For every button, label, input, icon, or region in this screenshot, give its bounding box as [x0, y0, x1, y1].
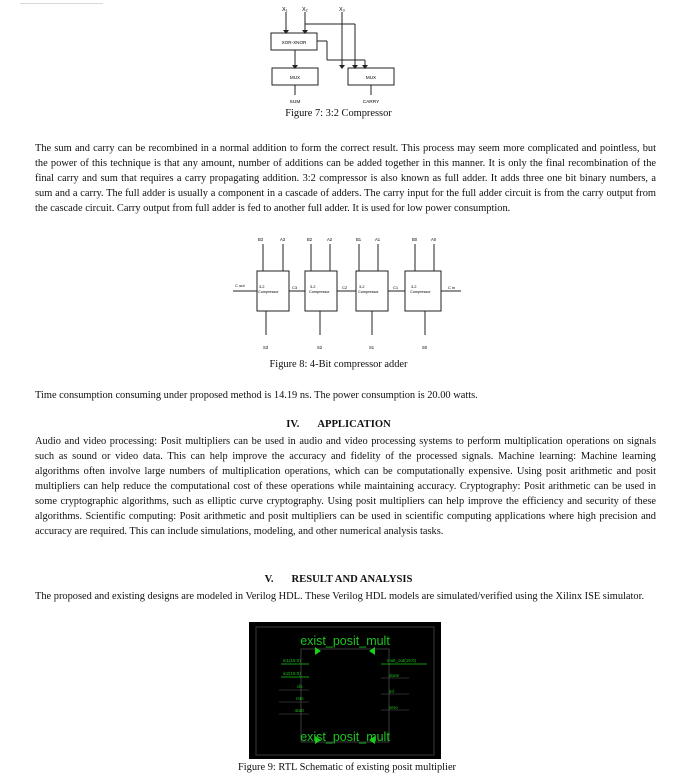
port-done: done [389, 673, 400, 678]
section-5-title: RESULT AND ANALYSIS [291, 574, 413, 585]
section-5-heading [0, 574, 677, 585]
port-clk: clk [297, 684, 303, 689]
figure-7-caption: Figure 7: 3:2 Compressor [285, 108, 392, 119]
compressor-0-line1: 3-2 [411, 285, 417, 289]
c1-label: C1 [393, 285, 399, 290]
section-4-title: APPLICATION [317, 419, 391, 430]
module-name-bottom: exist_posit_mult [300, 730, 390, 744]
section-4-number: IV. [286, 419, 300, 430]
a1-label: A1 [375, 237, 381, 242]
b2-label: B2 [307, 237, 313, 242]
a0-label: A0 [431, 237, 437, 242]
input-x2-label: X₂ [302, 7, 308, 13]
section-5-number: V. [264, 574, 274, 585]
module-name-top: exist_posit_mult [300, 634, 390, 648]
compressor-0-line2: Compressor [410, 290, 431, 294]
figure-9-rtl-schematic [249, 622, 441, 759]
b0-label: B0 [412, 237, 418, 242]
figure-8-caption: Figure 8: 4-Bit compressor adder [269, 359, 408, 370]
c2-label: C2 [342, 285, 348, 290]
input-x1-label: X₁ [282, 7, 288, 13]
xor-xnor-block-label: XOR-XNOR [281, 40, 307, 45]
port-start: start [295, 708, 304, 713]
figure-9-caption: Figure 9: RTL Schematic of existing posit multiplier [237, 762, 457, 773]
compressor-1-line2: Compressor [358, 290, 379, 294]
section-4-heading [0, 419, 677, 430]
port-mult-out: mult_out(15:0) [387, 658, 417, 663]
port-in1: in1(15:0) [283, 658, 301, 663]
input-x3-label: X₃ [339, 7, 345, 13]
compressor-1-line1: 3-2 [359, 285, 365, 289]
figure-7-compressor-diagram [255, 0, 415, 108]
sum-output-label: SUM [289, 100, 301, 105]
compressor-2-line1: 3-2 [310, 285, 316, 289]
b1-label: B1 [356, 237, 362, 242]
s1-label: S1 [369, 345, 375, 350]
mux-right-label: MUX [365, 75, 377, 80]
paragraph-timing-power: Time consumption consuming under proposed method is 14.19 ns. The power consumption is 20.00 watts. [35, 390, 478, 401]
s2-label: S2 [317, 345, 323, 350]
s0-label: S0 [422, 345, 428, 350]
s3-label: S3 [263, 345, 269, 350]
port-in2: in2(15:0) [283, 671, 301, 676]
a2-label: A2 [327, 237, 333, 242]
port-rstn: rstn [296, 696, 304, 701]
port-inf: inf [389, 689, 394, 694]
b3-label: B3 [258, 237, 264, 242]
cin-label: C in [448, 285, 456, 290]
port-zero: zero [389, 705, 398, 710]
figure-8-4bit-adder-diagram [228, 232, 468, 356]
c3-label: C3 [292, 285, 298, 290]
compressor-2-line2: Compressor [309, 290, 330, 294]
cout-label: C out [235, 283, 245, 288]
compressor-3-line1: 3-2 [259, 285, 265, 289]
section-5-body: The proposed and existing designs are modeled in Verilog HDL. These Verilog HDL models are simulated/verified using the Xilinx ISE simulator. [35, 591, 645, 602]
section-4-body: Audio and video processing: Posit multipliers can be used in audio and video processing systems to perform multiplication operations on signals such as sound or video data. This can help improve the accuracy and fidelity of the processed signals. Machine learning: Machine learning algorithms often involve large numbers of multiplication operations, which can be computationally expensive. Using posit arithmetic and posit multipliers can help reduce the computational cost of these operations while maintaining accuracy. Cryptography: Posit arithmetic can be used in some cryptographic algorithms, such as elliptic curve cryptography. Using posit multipliers can help improve the efficiency and security of these algorithms. Scientific computing: Posit arithmetic and posit multipliers can be used in scientific computing applications where high precision and accuracy are required. This can include simulations, modeling, and other numerical analysis tasks. [35, 436, 656, 537]
mux-left-label: MUX [289, 75, 301, 80]
carry-output-label: CARRY [362, 100, 380, 105]
page-top-rule [20, 3, 103, 4]
compressor-3-line2: Compressor [258, 290, 279, 294]
a3-label: A3 [280, 237, 286, 242]
paragraph-compressor: The sum and carry can be recombined in a normal addition to form the correct result. This process may seem more complicated and pointless, but the power of this technique is that any amount, number of additions can be added together in this manner. It is only the final recombination of the final carry and sum that requires a carry propagating addition. 3:2 compressor is also known as full adder. It adds three one bit binary numbers, a sum and a carry. The full adder is usually a component in a cascade of adders. The carry input for the full adder circuit is from the carry output from the cascade circuit. Carry output from full adder is fed to another full adder. It is used for low power consumption. [35, 143, 656, 214]
